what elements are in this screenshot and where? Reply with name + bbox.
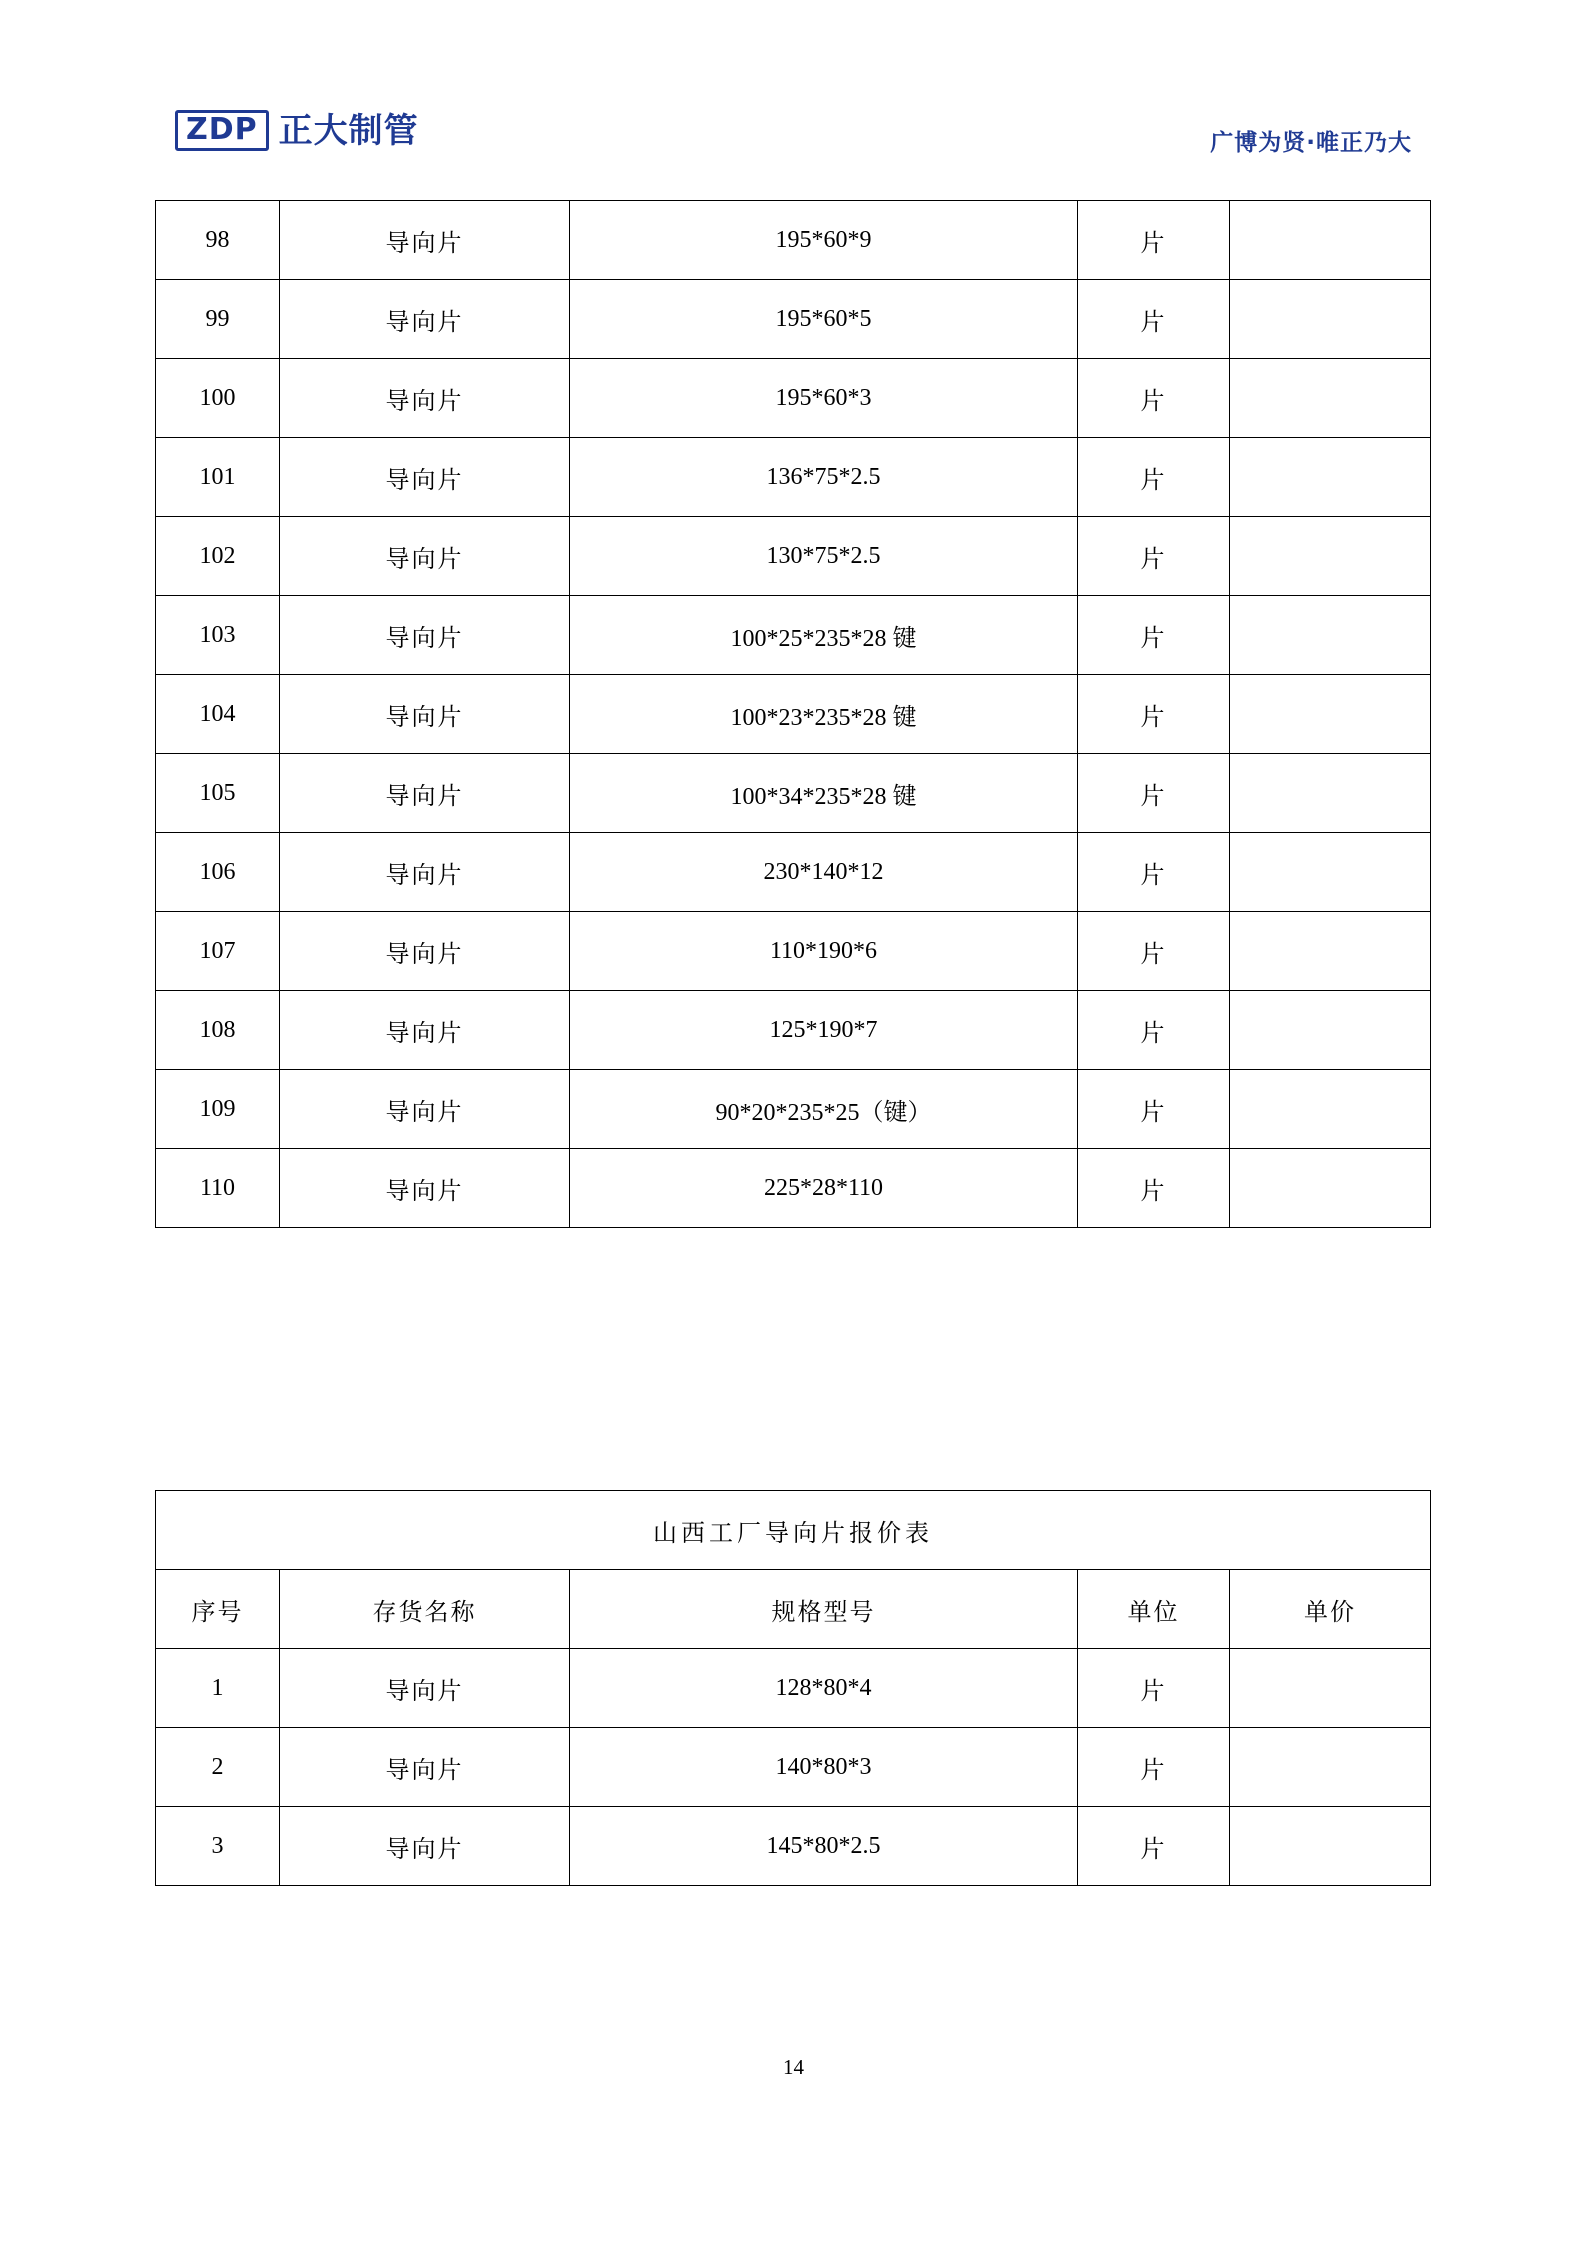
- cell-unit: 片: [1078, 1728, 1230, 1807]
- table-title-row: [156, 1491, 1431, 1570]
- cell-spec: 130*75*2.5: [570, 517, 1078, 596]
- cell-unit: 片: [1078, 754, 1230, 833]
- table-header-row: [156, 1570, 1431, 1649]
- shanxi-factory-quote-table: [155, 1490, 1431, 1886]
- cell-price: [1230, 833, 1431, 912]
- cell-unit: 片: [1078, 438, 1230, 517]
- cell-name: 导向片: [280, 833, 570, 912]
- cell-spec: 225*28*110: [570, 1149, 1078, 1228]
- cell-spec: 100*34*235*28 键: [570, 754, 1078, 833]
- cell-spec: 128*80*4: [570, 1649, 1078, 1728]
- column-header-price: 单价: [1230, 1570, 1431, 1649]
- table-row: [156, 991, 1431, 1070]
- cell-name: 导向片: [280, 1070, 570, 1149]
- table-row: [156, 1807, 1431, 1886]
- table-row: [156, 754, 1431, 833]
- cell-spec: 110*190*6: [570, 912, 1078, 991]
- cell-no: 105: [156, 754, 280, 833]
- table-bottom-body: [156, 1491, 1431, 1886]
- cell-unit: 片: [1078, 596, 1230, 675]
- cell-no: 98: [156, 201, 280, 280]
- table-top-body: [156, 201, 1431, 1228]
- cell-no: 104: [156, 675, 280, 754]
- cell-no: 109: [156, 1070, 280, 1149]
- cell-price: [1230, 1070, 1431, 1149]
- cell-name: 导向片: [280, 280, 570, 359]
- cell-unit: 片: [1078, 280, 1230, 359]
- cell-name: 导向片: [280, 1649, 570, 1728]
- cell-unit: 片: [1078, 359, 1230, 438]
- cell-name: 导向片: [280, 1149, 570, 1228]
- cell-name: 导向片: [280, 201, 570, 280]
- table-row: [156, 280, 1431, 359]
- cell-spec: 195*60*9: [570, 201, 1078, 280]
- table-row: [156, 1070, 1431, 1149]
- cell-price: [1230, 912, 1431, 991]
- table-row: [156, 1728, 1431, 1807]
- cell-price: [1230, 201, 1431, 280]
- cell-unit: 片: [1078, 1807, 1230, 1886]
- cell-no: 99: [156, 280, 280, 359]
- cell-price: [1230, 438, 1431, 517]
- cell-price: [1230, 359, 1431, 438]
- table-row: [156, 1649, 1431, 1728]
- cell-name: 导向片: [280, 1807, 570, 1886]
- cell-no: 110: [156, 1149, 280, 1228]
- column-header-no: 序号: [156, 1570, 280, 1649]
- cell-no: 107: [156, 912, 280, 991]
- table-row: [156, 912, 1431, 991]
- cell-spec: 125*190*7: [570, 991, 1078, 1070]
- cell-no: 1: [156, 1649, 280, 1728]
- cell-price: [1230, 1649, 1431, 1728]
- cell-unit: 片: [1078, 675, 1230, 754]
- cell-unit: 片: [1078, 991, 1230, 1070]
- cell-price: [1230, 517, 1431, 596]
- table-row: [156, 359, 1431, 438]
- cell-spec: 195*60*3: [570, 359, 1078, 438]
- table-row: [156, 675, 1431, 754]
- table-row: [156, 1149, 1431, 1228]
- cell-unit: 片: [1078, 1149, 1230, 1228]
- cell-price: [1230, 754, 1431, 833]
- table-row: [156, 596, 1431, 675]
- page-number: 14: [783, 2055, 804, 2079]
- cell-spec: 140*80*3: [570, 1728, 1078, 1807]
- cell-spec: 230*140*12: [570, 833, 1078, 912]
- logo-mark-text: ZDP: [186, 112, 258, 147]
- cell-unit: 片: [1078, 833, 1230, 912]
- cell-price: [1230, 280, 1431, 359]
- cell-price: [1230, 675, 1431, 754]
- page-header: [155, 110, 1432, 170]
- cell-name: 导向片: [280, 912, 570, 991]
- cell-no: 106: [156, 833, 280, 912]
- company-logo: [175, 110, 419, 151]
- logo-company-name: 正大制管: [278, 110, 419, 151]
- cell-unit: 片: [1078, 1649, 1230, 1728]
- column-header-spec: 规格型号: [570, 1570, 1078, 1649]
- cell-name: 导向片: [280, 675, 570, 754]
- cell-name: 导向片: [280, 991, 570, 1070]
- table-row: [156, 517, 1431, 596]
- cell-unit: 片: [1078, 912, 1230, 991]
- cell-name: 导向片: [280, 359, 570, 438]
- cell-name: 导向片: [280, 596, 570, 675]
- cell-no: 101: [156, 438, 280, 517]
- table-row: [156, 438, 1431, 517]
- cell-spec: 136*75*2.5: [570, 438, 1078, 517]
- cell-price: [1230, 991, 1431, 1070]
- cell-spec: 90*20*235*25（键）: [570, 1070, 1078, 1149]
- table-title: 山西工厂导向片报价表: [156, 1491, 1431, 1570]
- cell-spec: 100*25*235*28 键: [570, 596, 1078, 675]
- cell-spec: 145*80*2.5: [570, 1807, 1078, 1886]
- cell-name: 导向片: [280, 517, 570, 596]
- cell-price: [1230, 1728, 1431, 1807]
- cell-price: [1230, 1149, 1431, 1228]
- cell-no: 103: [156, 596, 280, 675]
- logo-badge-icon: [175, 110, 269, 151]
- cell-unit: 片: [1078, 201, 1230, 280]
- cell-no: 100: [156, 359, 280, 438]
- cell-no: 3: [156, 1807, 280, 1886]
- cell-no: 102: [156, 517, 280, 596]
- cell-no: 108: [156, 991, 280, 1070]
- column-header-name: 存货名称: [280, 1570, 570, 1649]
- column-header-unit: 单位: [1078, 1570, 1230, 1649]
- cell-spec: 100*23*235*28 键: [570, 675, 1078, 754]
- company-slogan: 广博为贤·唯正乃大: [1210, 130, 1412, 156]
- cell-name: 导向片: [280, 1728, 570, 1807]
- cell-price: [1230, 1807, 1431, 1886]
- cell-unit: 片: [1078, 517, 1230, 596]
- cell-spec: 195*60*5: [570, 280, 1078, 359]
- cell-name: 导向片: [280, 438, 570, 517]
- cell-unit: 片: [1078, 1070, 1230, 1149]
- table-row: [156, 833, 1431, 912]
- cell-price: [1230, 596, 1431, 675]
- guide-plate-table-continued: [155, 200, 1431, 1228]
- cell-name: 导向片: [280, 754, 570, 833]
- table-row: [156, 201, 1431, 280]
- cell-no: 2: [156, 1728, 280, 1807]
